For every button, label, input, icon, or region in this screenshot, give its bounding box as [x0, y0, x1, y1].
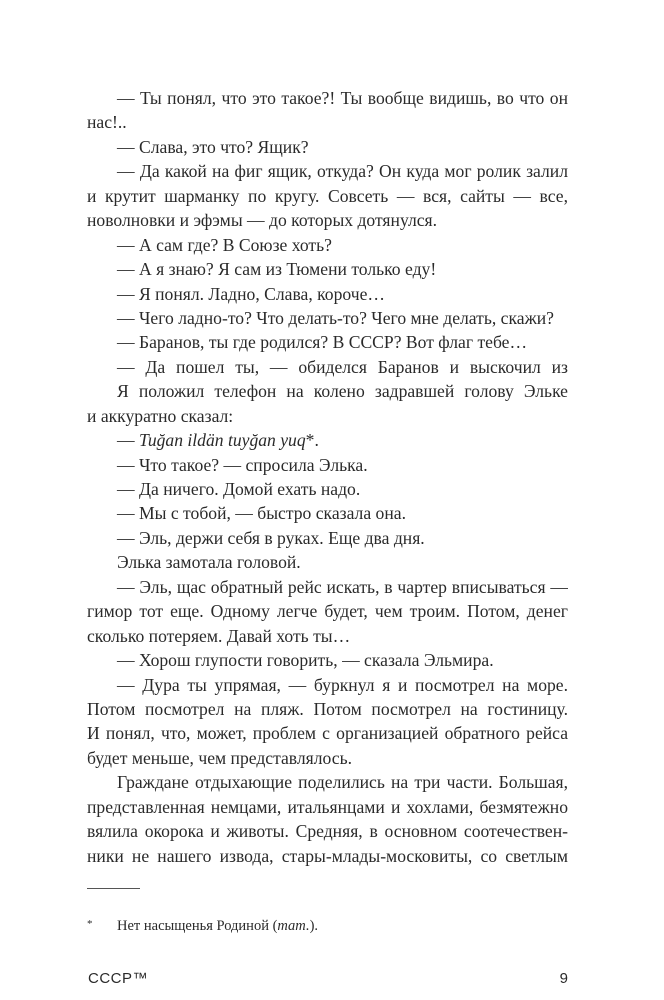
text-line: [87, 159, 568, 183]
line-text: — Слава, это что? Ящик?: [117, 136, 309, 157]
footnote-divider: [87, 888, 140, 889]
line-text: вялила окорока и животы. Средняя, в основном соотечествен-: [87, 821, 568, 842]
text-line: [87, 477, 568, 501]
text-line: [87, 599, 568, 623]
line-text: Потом посмотрел на пляж. Потом посмотрел на гостиницу.: [87, 698, 568, 719]
line-text: — Эль, держи себя в руках. Еще два дня.: [117, 527, 425, 548]
text-line: [87, 697, 568, 721]
text-line: [87, 379, 568, 403]
page-number: 9: [559, 970, 568, 987]
text-line: [87, 648, 568, 672]
text-line: [87, 208, 568, 232]
text-line: [87, 795, 568, 819]
text-line: [87, 428, 568, 452]
line-text: Я положил телефон на колено задравшей голову Эльке: [117, 381, 568, 402]
line-text: Граждане отдыхающие поделились на три части. Большая,: [117, 772, 568, 793]
line-text: — Баранов, ты где родился? В СССР? Вот флаг тебе…: [117, 332, 528, 353]
body-text: [87, 86, 568, 868]
line-text: — Эль, щас обратный рейс искать, в чартер вписываться —: [117, 576, 568, 597]
line-text: гимор тот еще. Одному легче будет, чем троим. Потом, денег: [87, 601, 568, 622]
line-text: И понял, что, может, проблем с организацией обратного рейса: [87, 723, 568, 744]
text-line: [87, 86, 568, 110]
text-line: [87, 844, 568, 868]
text-line: [87, 673, 568, 697]
text-line: [87, 135, 568, 159]
line-text: — Хорош глупости говорить, — сказала Эльмира.: [117, 650, 494, 671]
line-text: — Я понял. Ладно, Слава, короче…: [117, 283, 385, 304]
line-text: — А сам где? В Союзе хоть?: [117, 234, 332, 255]
line-text: будет меньше, чем представлялось.: [87, 747, 352, 768]
text-line: [87, 257, 568, 281]
line-text: — Ты понял, что это такое?! Ты вообще видишь, во что он: [117, 88, 568, 108]
text-line: [87, 282, 568, 306]
footnote-reference: *.: [305, 430, 319, 451]
line-text: ники не нашего извода, стары-млады-московиты, со светлым: [87, 845, 568, 866]
line-text: — Да пошел ты, — обиделся Баранов и выскочил из: [117, 356, 568, 377]
footnote-mark: *: [87, 918, 93, 930]
running-footer-title: СССР™: [88, 970, 149, 987]
line-text: — Чего ладно-то? Что делать-то? Чего мне делать, скажи?: [117, 307, 554, 328]
text-line: [87, 110, 568, 134]
footnote-italic: тат.: [277, 918, 310, 934]
italic-text: Tuğan ildän tuyğan yuq: [139, 430, 306, 451]
line-text: — Дура ты упрямая, — буркнул я и посмотрел на море.: [117, 674, 568, 695]
line-text: нас!..: [87, 112, 127, 133]
text-line: [87, 330, 568, 354]
line-text: — Да какой на фиг ящик, откуда? Он куда мог ролик залил: [117, 161, 568, 182]
text-line: [87, 624, 568, 648]
line-text: — А я знаю? Я сам из Тюмени только еду!: [117, 259, 437, 280]
line-text: — Мы с тобой, — быстро сказала она.: [117, 503, 406, 524]
text-line: [87, 404, 568, 428]
text-line: [87, 550, 568, 574]
line-text: сколько потеряем. Давай хоть ты…: [87, 625, 351, 646]
line-text: новолновки и эфэмы — до которых дотянулся.: [87, 210, 438, 231]
footnote-after: ).: [309, 918, 319, 934]
text-line: [87, 819, 568, 843]
footnote: [87, 918, 318, 935]
text-line: [87, 501, 568, 525]
text-line: [87, 233, 568, 257]
line-text: представленная немцами, итальянцами и хохлами, безмятежно: [87, 796, 568, 817]
text-line: [87, 770, 568, 794]
line-text: —: [117, 430, 139, 451]
text-line: [87, 355, 568, 379]
text-line: [87, 184, 568, 208]
text-line: [87, 526, 568, 550]
text-line: [87, 453, 568, 477]
line-text: Элька замотала головой.: [117, 552, 301, 573]
text-line: [87, 306, 568, 330]
line-text: — Что такое? — спросила Элька.: [117, 454, 368, 475]
text-line: [87, 721, 568, 745]
text-line: [87, 575, 568, 599]
line-text: — Да ничего. Домой ехать надо.: [117, 479, 361, 499]
text-line: [87, 746, 568, 770]
line-text: и крутит шарманку по кругу. Совсеть — вся, сайты — все,: [87, 185, 568, 206]
line-text: и аккуратно сказал:: [87, 405, 234, 426]
footnote-text: Нет насыщенья Родиной (: [117, 918, 278, 934]
